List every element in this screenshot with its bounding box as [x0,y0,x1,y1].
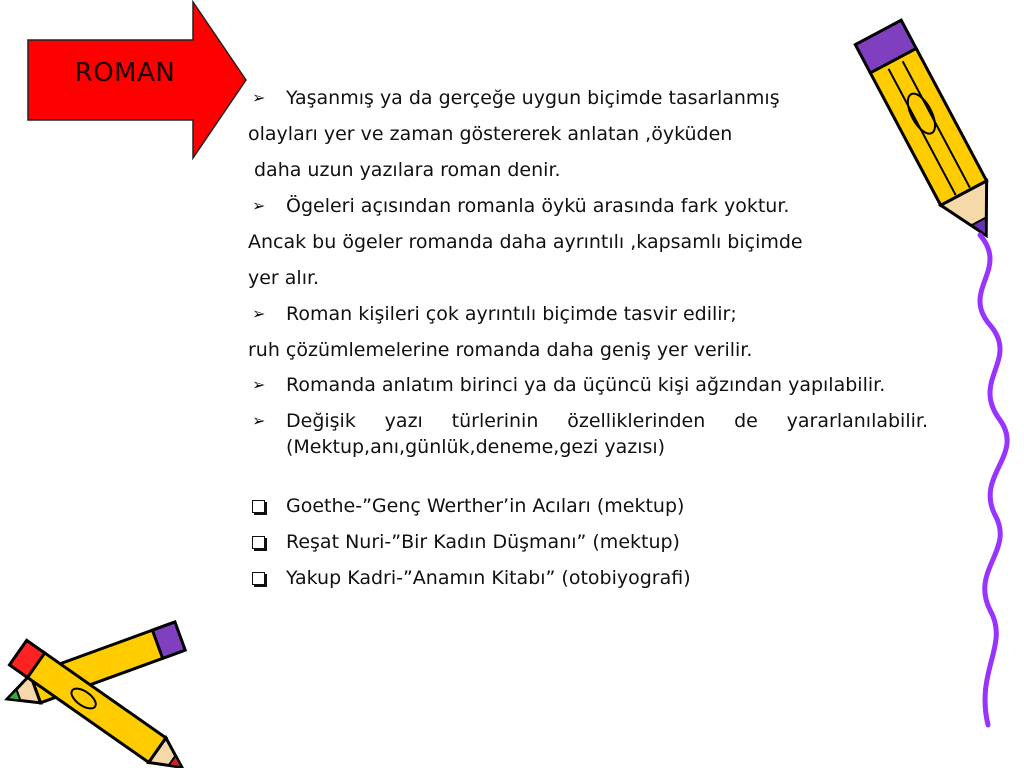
paragraph-line: Ancak bu ögeler romanda daha ayrıntılı ,kapsamlı biçimde [248,231,803,253]
example-item [248,560,928,596]
bullet-text: Ögeleri açısından romanla öykü arasında fark yoktur. [286,195,790,217]
arrow-bullet-icon: ➢ [252,375,266,394]
crossed-pencils-icon [0,610,210,768]
example-text: Goethe-”Genç Werther’in Acıları (mektup) [286,495,685,517]
example-item [248,488,928,524]
content-body [248,80,928,596]
example-text: Yakup Kadri-”Anamın Kitabı” (otobiyografi) [286,567,691,589]
arrow-bullet-icon: ➢ [252,411,266,430]
arrow-bullet-icon: ➢ [252,88,266,107]
arrow-bullet-icon: ➢ [252,304,266,323]
bullet-text: Değişik yazı türlerinin özelliklerinden de yararlanılabilir.(Mektup,anı,günlük,deneme,gezi yazısı) [286,410,928,458]
page-title: ROMAN [74,58,176,88]
paragraph-line: olayları yer ve zaman göstererek anlatan ,öyküden [248,123,733,145]
bullet-item [248,188,928,224]
paragraph-line: ruh çözümlemelerine romanda daha geniş yer verilir. [248,339,753,361]
checkbox-bullet-icon [252,500,265,513]
bullet-item [248,404,928,466]
arrow-bullet-icon: ➢ [252,196,266,215]
bullet-item [248,80,928,116]
bullet-text: Yaşanmış ya da gerçeğe uygun biçimde tasarlanmış [286,87,780,109]
spacer [248,466,928,488]
example-text: Reşat Nuri-”Bir Kadın Düşmanı” (mektup) [286,531,680,553]
bullet-item [248,368,928,404]
checkbox-bullet-icon [252,536,265,549]
bullet-item [248,296,928,332]
scribble-decoration [940,230,1024,730]
bullet-text: Roman kişileri çok ayrıntılı biçimde tasvir edilir; [286,303,737,325]
paragraph-line: yer alır. [248,267,320,289]
example-item [248,524,928,560]
checkbox-bullet-icon [252,572,265,585]
bullet-text: Romanda anlatım birinci ya da üçüncü kişi ağzından yapılabilir. [286,374,886,396]
paragraph-line: daha uzun yazılara roman denir. [254,159,561,181]
